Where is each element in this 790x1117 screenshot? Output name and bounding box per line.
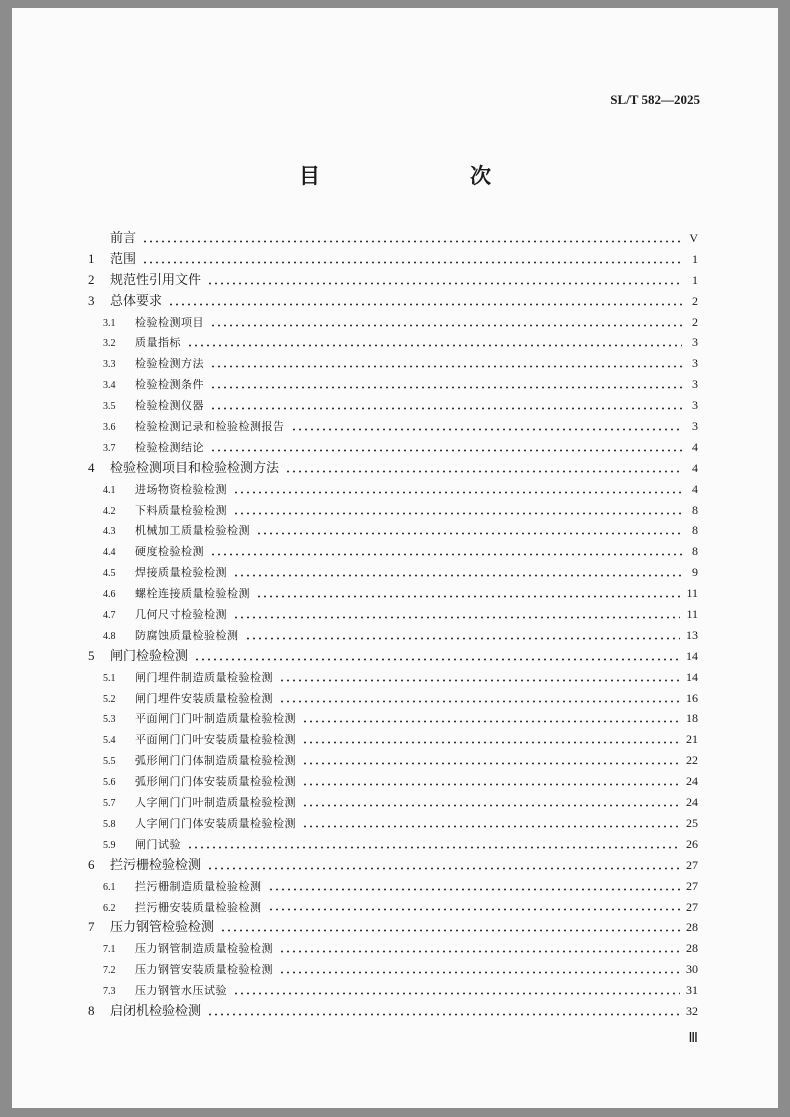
toc-entry <box>88 1001 698 1022</box>
toc-entry <box>88 228 698 249</box>
toc-entry-number: 5.1 <box>103 672 116 684</box>
dot-leader <box>168 302 682 307</box>
toc-entry-page: 4 <box>692 481 698 496</box>
toc-entry-label: 检验检测方法 <box>135 357 204 371</box>
toc-entry-number: 3.3 <box>103 359 116 371</box>
dot-leader <box>142 260 682 265</box>
toc-entry <box>88 897 698 918</box>
dot-leader <box>291 427 683 432</box>
toc-entry <box>88 667 698 688</box>
dot-leader <box>210 406 682 411</box>
dot-leader <box>194 657 680 662</box>
toc-entry-page: 3 <box>692 377 698 392</box>
toc-entry-label: 焊接质量检验检测 <box>135 566 227 580</box>
toc-entry-number: 4.2 <box>103 505 116 517</box>
toc-entry <box>88 917 698 938</box>
toc-entry-page: 14 <box>686 669 698 684</box>
toc-entry-page: 1 <box>692 272 698 287</box>
toc-entry-number: 4.4 <box>103 547 116 559</box>
toc-entry-page: 9 <box>692 565 698 580</box>
toc-entry-number: 3.6 <box>103 422 116 434</box>
page-number: Ⅲ <box>688 1031 698 1046</box>
toc-entry-number: 8 <box>88 1002 95 1018</box>
toc-entry-number: 5.3 <box>103 714 116 726</box>
toc-entry-page: 27 <box>686 878 698 893</box>
toc-entry-number: 3.5 <box>103 401 116 413</box>
toc-entry-label: 硬度检验检测 <box>135 545 204 559</box>
toc-entry <box>88 959 698 980</box>
toc-entry-label: 机械加工质量检验检测 <box>135 524 250 538</box>
dot-leader <box>279 970 680 975</box>
toc-entry-label: 检验检测项目 <box>135 315 204 329</box>
dot-leader <box>233 573 682 578</box>
toc-entry-page: 2 <box>692 293 698 308</box>
toc-entry <box>88 270 698 291</box>
dot-leader <box>245 636 681 641</box>
toc-entry <box>88 583 698 604</box>
toc-entry-page: 8 <box>692 523 698 538</box>
dot-leader <box>187 845 680 850</box>
dot-leader <box>233 615 680 620</box>
toc-entry-number: 3 <box>88 292 95 308</box>
toc-entry <box>88 332 698 353</box>
toc-entry-number: 4.6 <box>103 589 116 601</box>
toc-entry-page: 22 <box>686 753 698 768</box>
toc-entry <box>88 541 698 562</box>
dot-leader <box>302 824 680 829</box>
toc-entry-label: 几何尺寸检验检测 <box>135 608 227 622</box>
toc-entry <box>88 437 698 458</box>
toc-entry <box>88 876 698 897</box>
toc-entry <box>88 458 698 479</box>
toc-entry-number: 7.1 <box>103 944 116 956</box>
toc-entry-number: 5.9 <box>103 839 116 851</box>
toc-entry-page: 24 <box>686 795 698 810</box>
toc-entry-label: 前言 <box>110 231 137 246</box>
dot-leader <box>302 803 680 808</box>
toc-entry-number: 3.1 <box>103 317 116 329</box>
toc-entry <box>88 479 698 500</box>
toc-entry-label: 检验检测结论 <box>135 440 204 454</box>
toc-entry-page: 4 <box>692 439 698 454</box>
toc-entry <box>88 771 698 792</box>
dot-leader <box>210 385 682 390</box>
toc-entry-label: 进场物资检验检测 <box>135 482 227 496</box>
toc-entry-number: 3.2 <box>103 338 116 350</box>
toc-entry <box>88 980 698 1001</box>
toc-entry-number: 6.1 <box>103 881 116 893</box>
dot-leader <box>187 343 682 348</box>
dot-leader <box>210 552 682 557</box>
toc-entry-label: 人字闸门门叶制造质量检验检测 <box>135 796 296 810</box>
toc-entry-label: 平面闸门门叶安装质量检验检测 <box>135 733 296 747</box>
toc-entry-number: 5.6 <box>103 777 116 789</box>
toc-entry-page: 32 <box>686 1003 698 1018</box>
toc-entry-page: 16 <box>686 690 698 705</box>
toc-entry-page: 27 <box>686 857 698 872</box>
toc-entry <box>88 520 698 541</box>
toc-entry-number: 5.8 <box>103 818 116 830</box>
toc-entry-label: 拦污栅安装质量检验检测 <box>135 900 262 914</box>
toc-entry-label: 检验检测条件 <box>135 378 204 392</box>
toc-entry-page: 3 <box>692 356 698 371</box>
toc-entry-number: 4.5 <box>103 568 116 580</box>
toc-entry <box>88 625 698 646</box>
toc-entry-page: 21 <box>686 732 698 747</box>
toc-entry-label: 质量指标 <box>135 336 181 350</box>
toc-entry-number: 5.2 <box>103 693 116 705</box>
toc-entry-number: 5.5 <box>103 756 116 768</box>
toc-entry-label: 拦污栅制造质量检验检测 <box>135 879 262 893</box>
toc-entry <box>88 855 698 876</box>
toc-entry <box>88 249 698 270</box>
toc-entry-page: 24 <box>686 774 698 789</box>
toc-entry <box>88 792 698 813</box>
toc-entry <box>88 395 698 416</box>
toc-entry-page: 28 <box>686 920 698 935</box>
toc-entry-label: 总体要求 <box>110 293 163 309</box>
toc-entry-page: 25 <box>686 815 698 830</box>
dot-leader <box>279 678 680 683</box>
toc-entry-label: 弧形闸门门体制造质量检验检测 <box>135 754 296 768</box>
toc-entry-label: 闸门埋件安装质量检验检测 <box>135 691 273 705</box>
toc-entry-number: 4 <box>88 459 95 475</box>
standard-number: SL/T 582—2025 <box>610 92 700 107</box>
toc-entry-number: 2 <box>88 271 95 287</box>
toc-entry-page: 11 <box>686 607 698 622</box>
toc-entry-number: 7.3 <box>103 986 116 998</box>
dot-leader <box>210 364 682 369</box>
toc-entry <box>88 562 698 583</box>
toc-entry-label: 人字闸门门体安装质量检验检测 <box>135 816 296 830</box>
dot-leader <box>220 928 680 933</box>
toc-entry <box>88 729 698 750</box>
dot-leader <box>233 511 682 516</box>
toc-entry-page: 13 <box>686 627 698 642</box>
toc-entry-page: 3 <box>692 398 698 413</box>
toc-entry-label: 平面闸门门叶制造质量检验检测 <box>135 712 296 726</box>
dot-leader <box>207 866 680 871</box>
toc-entry <box>88 353 698 374</box>
toc-entry-number: 6.2 <box>103 902 116 914</box>
dot-leader <box>207 1012 680 1017</box>
toc-entry-number: 4.3 <box>103 526 116 538</box>
toc-entry-page: 1 <box>692 251 698 266</box>
toc-entry-number: 4.7 <box>103 610 116 622</box>
toc-entry <box>88 834 698 855</box>
toc-entry <box>88 291 698 312</box>
dot-leader <box>285 469 682 474</box>
toc-entry-label: 压力钢管水压试验 <box>135 984 227 998</box>
toc-entry-number: 5.7 <box>103 798 116 810</box>
toc-entry-label: 下料质量检验检测 <box>135 503 227 517</box>
toc-entry-page: 11 <box>686 586 698 601</box>
dot-leader <box>210 448 682 453</box>
toc-entry-number: 7 <box>88 919 95 935</box>
dot-leader <box>279 699 680 704</box>
toc-entry <box>88 646 698 667</box>
toc-entry-page: 28 <box>686 941 698 956</box>
toc-entry-number: 3.7 <box>103 442 116 454</box>
toc-entry-number: 5 <box>88 647 95 663</box>
dot-leader <box>268 887 681 892</box>
toc-entry-label: 检验检测仪器 <box>135 399 204 413</box>
dot-leader <box>256 531 682 536</box>
toc-entry <box>88 938 698 959</box>
toc-entry-number: 4.1 <box>103 484 116 496</box>
toc-entry-label: 拦污栅检验检测 <box>110 857 202 873</box>
dot-leader <box>302 719 680 724</box>
dot-leader <box>233 991 680 996</box>
toc-entry <box>88 688 698 709</box>
toc-entry-page: 3 <box>692 419 698 434</box>
dot-leader <box>302 761 680 766</box>
dot-leader <box>210 323 682 328</box>
toc-entry-label: 检验检测记录和检验检测报告 <box>135 420 285 434</box>
toc-entry <box>88 604 698 625</box>
toc-entry <box>88 312 698 333</box>
toc-entry-page: 4 <box>692 460 698 475</box>
toc-entry-label: 启闭机检验检测 <box>110 1003 202 1019</box>
dot-leader <box>256 594 680 599</box>
toc-entry-label: 压力钢管安装质量检验检测 <box>135 963 273 977</box>
dot-leader <box>302 782 680 787</box>
toc-entry-label: 防腐蚀质量检验检测 <box>135 628 239 642</box>
toc-entry-page: V <box>689 231 698 245</box>
toc-entry <box>88 813 698 834</box>
toc-entry-label: 压力钢管制造质量检验检测 <box>135 942 273 956</box>
toc-entry-page: 8 <box>692 502 698 517</box>
toc-entry-page: 27 <box>686 899 698 914</box>
toc-entry <box>88 416 698 437</box>
toc-entry-number: 4.8 <box>103 630 116 642</box>
toc-entry-page: 26 <box>686 836 698 851</box>
toc-entry-label: 弧形闸门门体安装质量检验检测 <box>135 775 296 789</box>
toc-entry-number: 6 <box>88 856 95 872</box>
toc-entry-label: 范围 <box>110 251 137 267</box>
document-page <box>12 8 778 1108</box>
toc-entry-label: 压力钢管检验检测 <box>110 920 215 936</box>
toc-entry-page: 31 <box>686 983 698 998</box>
toc-entry-page: 14 <box>686 648 698 663</box>
toc-entry-label: 检验检测项目和检验检测方法 <box>110 460 280 476</box>
toc-entry-page: 3 <box>692 335 698 350</box>
toc-entry-label: 闸门埋件制造质量检验检测 <box>135 670 273 684</box>
toc-entry <box>88 374 698 395</box>
dot-leader <box>279 949 680 954</box>
dot-leader <box>302 740 680 745</box>
toc-entry-page: 30 <box>686 962 698 977</box>
toc-entry-number: 7.2 <box>103 965 116 977</box>
toc-entry-label: 规范性引用文件 <box>110 272 202 288</box>
toc-entry-label: 闸门检验检测 <box>110 648 189 664</box>
toc-entry <box>88 708 698 729</box>
toc-entry-number: 3.4 <box>103 380 116 392</box>
dot-leader <box>142 239 682 244</box>
toc-entry-number: 5.4 <box>103 735 116 747</box>
dot-leader <box>233 490 682 495</box>
dot-leader <box>207 281 682 286</box>
toc-entry <box>88 500 698 521</box>
toc-entry-label: 螺栓连接质量检验检测 <box>135 587 250 601</box>
table-of-contents <box>88 228 698 1022</box>
toc-entry-page: 2 <box>692 314 698 329</box>
toc-entry-page: 18 <box>686 711 698 726</box>
toc-entry <box>88 750 698 771</box>
dot-leader <box>268 907 681 912</box>
toc-entry-page: 8 <box>692 544 698 559</box>
page-title: 目 次 <box>299 163 527 188</box>
toc-entry-number: 1 <box>88 250 95 266</box>
toc-entry-label: 闸门试验 <box>135 837 181 851</box>
